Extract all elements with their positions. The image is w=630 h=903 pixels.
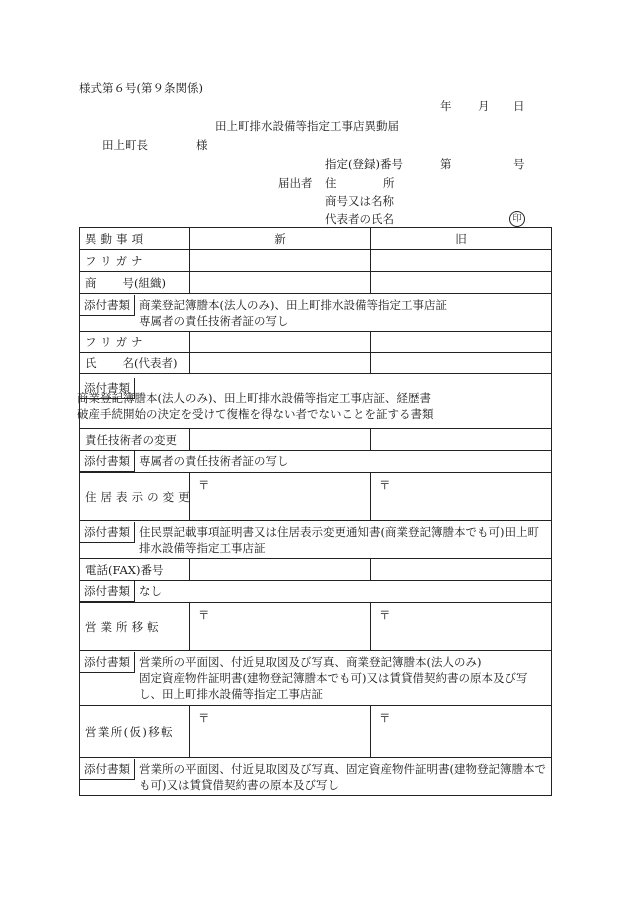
name-old[interactable] [371,353,552,374]
date-month: 月 [478,99,490,113]
attach-text-6: 営業所の平面図、付近見取図及び写真、商業登記簿謄本(法人のみ) 固定資産物件証明書(建物登記簿謄本でも可)又は賃貸借契約書の原本及び写し、田上町排水設備等指定工事店証 [139,655,528,701]
address-label-b: 所 [383,176,395,190]
registration-dai: 第 [440,157,452,171]
furigana-old-2[interactable] [371,332,552,353]
company-old[interactable] [371,272,552,294]
date-year: 年 [440,99,452,113]
tech-change-label: 責任技術者の変更 [80,429,190,451]
attach-text-5: なし [139,584,162,598]
form-number: 様式第６号(第９条関係) [79,81,203,95]
temp-move-label: 営業所(仮)移転 [85,724,175,739]
addressee-name: 田上町長 [102,138,148,152]
tech-change-new[interactable] [190,429,371,451]
change-items-table [79,227,552,796]
header-item: 異動事項 [85,231,148,246]
seal-mark: 印 [509,211,525,227]
name-label-b: 名(代表者) [122,356,178,370]
furigana-label-2: フリガナ [85,335,147,349]
company-label-a: 商 [85,275,97,290]
furigana-new-1[interactable] [190,250,371,272]
name-new[interactable] [190,353,371,374]
postal-mark-new-2: 〒 [198,608,210,622]
attach-label-7: 添付書類 [80,759,135,780]
attach-text-3: 専属者の責任技術者証の写し [139,454,289,468]
postal-mark-old-2: 〒 [379,608,391,622]
office-move-label: 営業所移転 [85,619,163,634]
attach-text-7: 営業所の平面図、付近見取図及び写真、固定資産物件証明書(建物登記簿謄本でも可)又は賃貸借契約書の原本及び写し [139,761,546,792]
tech-change-old[interactable] [371,429,552,451]
date-day: 日 [513,99,525,113]
representative-label: 代表者の氏名 [325,212,394,226]
attach-label-6: 添付書類 [80,652,135,673]
furigana-old-1[interactable] [371,250,552,272]
phone-new[interactable] [190,559,371,581]
attach-label-4: 添付書類 [80,522,135,543]
phone-old[interactable] [371,559,552,581]
postal-mark-old-3: 〒 [379,711,391,725]
notifier-label: 届出者 [278,176,313,190]
attach-label-5: 添付書類 [80,581,135,602]
header-new: 新 [190,228,371,250]
document-title: 田上町排水設備等指定工事店異動届 [215,119,399,133]
furigana-new-2[interactable] [190,332,371,353]
attach-text-4: 住民票記載事項証明書又は住居表示変更通知書(商業登記簿謄本でも可)田上町排水設備等指定工事店証 [139,524,539,555]
address-change-label: 住居表示の変更 [85,489,194,504]
postal-mark-new-3: 〒 [198,711,210,725]
business-name-label: 商号又は名称 [325,194,394,208]
registration-number-label: 指定(登録)番号 [325,157,403,171]
attach-text-1: 商業登記簿謄本(法人のみ)、田上町排水設備等指定工事店証 専属者の責任技術者証の写し [139,297,447,328]
attach-label-1: 添付書類 [80,295,135,316]
postal-mark-new-1: 〒 [198,478,210,492]
company-label-b: 号(組織) [122,275,166,290]
furigana-label-1: フリガナ [85,253,147,268]
attach-label-3: 添付書類 [80,451,135,472]
name-label-a: 氏 [85,356,97,370]
company-new[interactable] [190,272,371,294]
address-label-a: 住 [325,176,337,190]
attach-text-2: 商業登記簿謄本(法人のみ)、田上町排水設備等指定工事店証、経歴書 破産手続開始の決定を受けて復権を得ない者でないことを証する書類 [77,391,434,421]
addressee-honorific: 様 [196,138,208,152]
registration-go: 号 [513,157,525,171]
attach-label-2: 添付書類 [80,378,135,399]
header-old: 旧 [371,228,552,250]
postal-mark-old-1: 〒 [379,478,391,492]
phone-label: 電話(FAX)番号 [80,559,190,581]
